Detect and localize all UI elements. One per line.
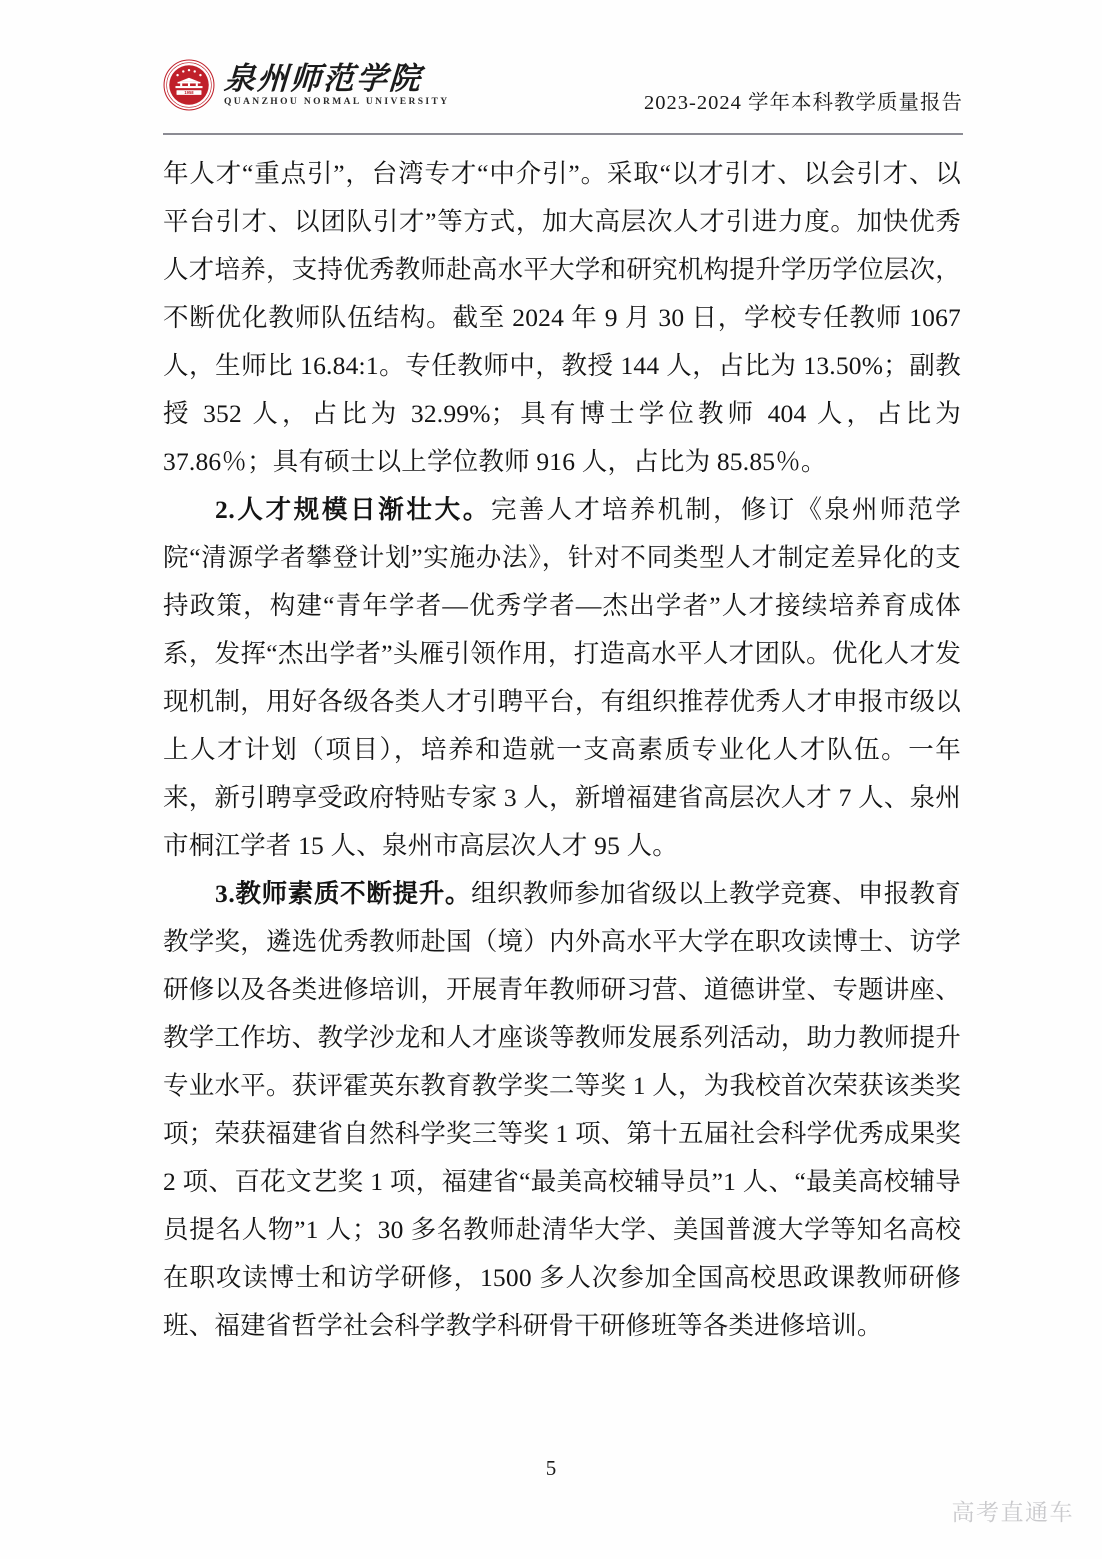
seal-year-label: 1958 bbox=[184, 90, 194, 96]
section-2-heading: 2.人才规模日渐壮大。 bbox=[215, 495, 491, 524]
page-header bbox=[163, 55, 963, 133]
header-report-title: 2023-2024 学年本科教学质量报告 bbox=[644, 92, 963, 114]
page-body bbox=[163, 150, 961, 1350]
header-divider bbox=[163, 133, 963, 135]
paragraph-continued: 年人才“重点引”，台湾专才“中介引”。采取“以才引才、以会引才、以平台引才、以团队引才”等方式，加大高层次人才引进力度。加快优秀人才培养，支持优秀教师赴高水平大学和研究机构提升学历学位层次，不断优化教师队伍结构。截至 2024 年 9 月 30 日，学校专任教师 1067 人，生师比 16.84:1。专任教师中，教授 144 人，占比为 13.50%；副教授 352 人，占比为 32.99%；具有博士学位教师 404 人，占比为 37.86％；具有硕士以上学位教师 916 人，占比为 85.85％。 bbox=[163, 159, 961, 476]
university-wordmark bbox=[223, 60, 450, 108]
section-3-paragraph bbox=[163, 870, 961, 1350]
university-name-cn: 泉州师范学院 bbox=[223, 60, 423, 96]
university-name-en: QUANZHOU NORMAL UNIVERSITY bbox=[224, 96, 450, 107]
page-number: 5 bbox=[545, 1456, 557, 1480]
section-3-body: 组织教师参加省级以上教学竞赛、申报教育教学奖，遴选优秀教师赴国（境）内外高水平大学在职攻读博士、访学研修以及各类进修培训，开展青年教师研习营、道德讲堂、专题讲座、教学工作坊、教学沙龙和人才座谈等教师发展系列活动，助力教师提升专业水平。获评霍英东教育教学奖二等奖 1 人，为我校首次荣获该类奖项；荣获福建省自然科学奖三等奖 1 项、第十五届社会科学优秀成果奖 2 项、百花文艺奖 1 项，福建省“最美高校辅导员”1 人、“最美高校辅导员提名人物”1 人；30 多名教师赴清华大学、美国普渡大学等知名高校在职攻读博士和访学研修，1500 多人次参加全国高校思政课教师研修班、福建省哲学社会科学教学科研骨干研修班等各类进修培训。 bbox=[163, 879, 961, 1340]
university-logo bbox=[163, 59, 450, 111]
section-2-body: 完善人才培养机制，修订《泉州师范学院“清源学者攀登计划”实施办法》，针对不同类型人才制定差异化的支持政策，构建“青年学者—优秀学者—杰出学者”人才接续培养育成体系，发挥“杰出学者”头雁引领作用，打造高水平人才团队。优化人才发现机制，用好各级各类人才引聘平台，有组织推荐优秀人才申报市级以上人才计划（项目），培养和造就一支高素质专业化人才队伍。一年来，新引聘享受政府特贴专家 3 人，新增福建省高层次人才 7 人、泉州市桐江学者 15 人、泉州市高层次人才 95 人。 bbox=[163, 495, 961, 860]
university-seal-icon bbox=[163, 59, 215, 111]
section-2-paragraph bbox=[163, 486, 961, 870]
section-3-heading: 3.教师素质不断提升。 bbox=[215, 879, 472, 908]
watermark-label: 高考直通车 bbox=[951, 1499, 1074, 1525]
